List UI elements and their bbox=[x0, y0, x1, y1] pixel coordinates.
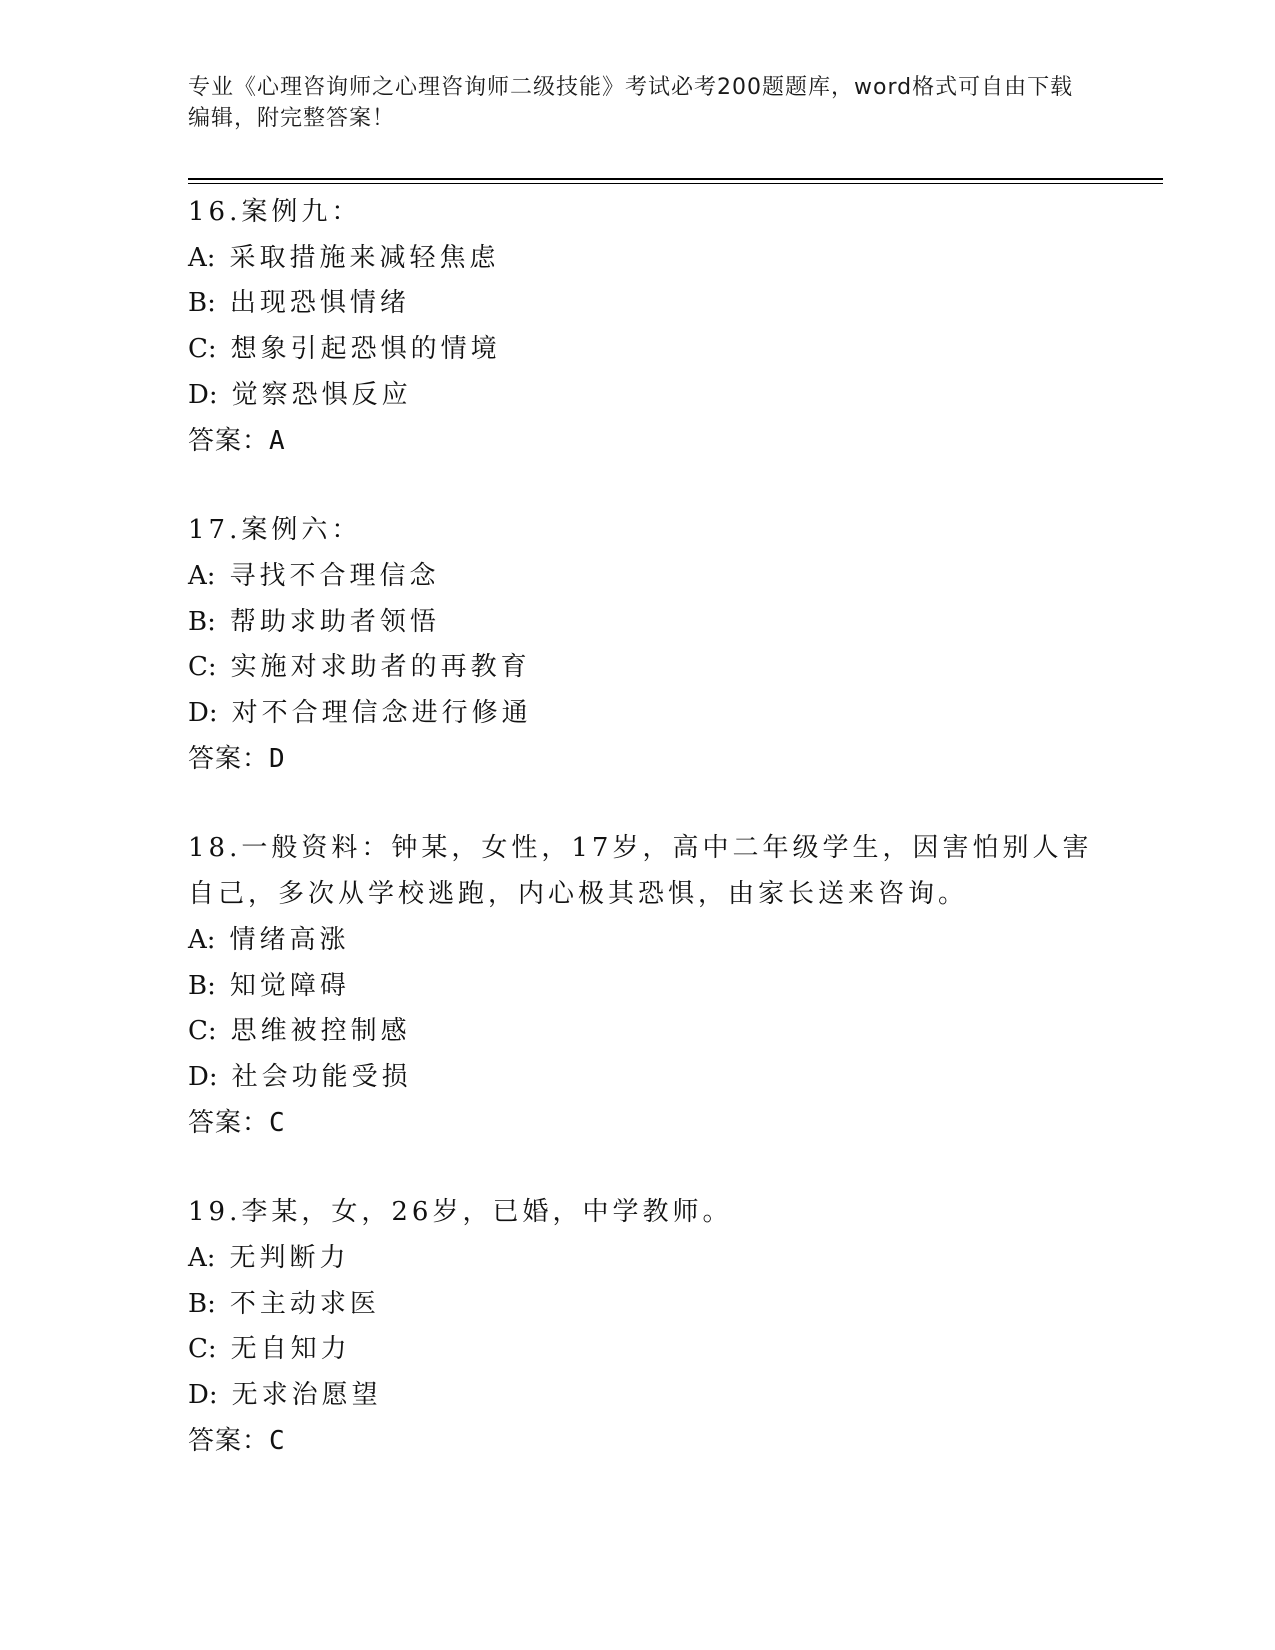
option-key: B bbox=[188, 970, 208, 1001]
option-text: 无判断力 bbox=[229, 1243, 350, 1274]
document-header: 专业《心理咨询师之心理咨询师二级技能》考试必考200题题库，word格式可自由下载编辑，附完整答案！ bbox=[188, 75, 1074, 131]
option-text: 对不合理信念进行修通 bbox=[231, 698, 532, 729]
option-key: B bbox=[188, 1288, 208, 1319]
option-key: C bbox=[188, 1334, 208, 1365]
option-key: C bbox=[188, 652, 208, 683]
question-number: 19. bbox=[188, 1197, 242, 1228]
option-c: C: 无自知力 bbox=[188, 1334, 351, 1365]
option-a: A: 无判断力 bbox=[188, 1243, 350, 1274]
option-c: C: 实施对求助者的再教育 bbox=[188, 652, 531, 683]
option-text: 寻找不合理信念 bbox=[229, 560, 440, 591]
option-c: C: 思维被控制感 bbox=[188, 1016, 411, 1047]
option-a: A: 情绪高涨 bbox=[188, 924, 350, 955]
option-key: D bbox=[188, 1061, 209, 1092]
option-text: 无自知力 bbox=[230, 1334, 351, 1365]
option-text: 知觉障碍 bbox=[229, 970, 350, 1001]
answer-line bbox=[188, 1419, 1128, 1465]
question-number: 16. bbox=[188, 197, 242, 227]
option-a: A: 采取措施来减轻焦虑 bbox=[188, 242, 500, 273]
option-c: C: 想象引起恐惧的情境 bbox=[188, 334, 501, 365]
answer-label: 答案： bbox=[188, 425, 270, 456]
option-key: B bbox=[188, 606, 208, 637]
question-text: 案例六： bbox=[241, 515, 362, 546]
option-text: 出现恐惧情绪 bbox=[229, 288, 410, 319]
option-b: B: 出现恐惧情绪 bbox=[188, 288, 410, 319]
option-key: B bbox=[188, 288, 208, 319]
option-key: A bbox=[188, 560, 207, 591]
option-text: 实施对求助者的再教育 bbox=[230, 652, 531, 683]
option-d: D: 社会功能受损 bbox=[188, 1061, 412, 1092]
answer-label: 答案： bbox=[188, 1107, 270, 1138]
header-divider-thick bbox=[188, 178, 1163, 180]
answer-line bbox=[188, 1101, 1128, 1147]
option-key: D bbox=[188, 698, 209, 729]
option-d: D: 对不合理信念进行修通 bbox=[188, 698, 532, 729]
option-text: 无求治愿望 bbox=[231, 1380, 382, 1411]
question-item bbox=[188, 1190, 1128, 1464]
answer-value: D bbox=[269, 743, 286, 774]
answer-value: A bbox=[269, 425, 286, 456]
option-d: D: 觉察恐惧反应 bbox=[188, 379, 412, 410]
option-text: 思维被控制感 bbox=[230, 1016, 411, 1047]
option-d: D: 无求治愿望 bbox=[188, 1380, 382, 1411]
option-text: 帮助求助者领悟 bbox=[229, 606, 440, 637]
option-text: 情绪高涨 bbox=[229, 924, 350, 955]
question-text: 案例九： bbox=[241, 197, 362, 227]
answer-value: C bbox=[269, 1425, 286, 1456]
question-item bbox=[188, 190, 1128, 464]
option-key: A bbox=[188, 242, 207, 273]
question-number: 18. bbox=[188, 833, 242, 864]
header-divider-thin bbox=[188, 183, 1163, 184]
option-key: C bbox=[188, 334, 208, 365]
option-b: B: 不主动求医 bbox=[188, 1288, 380, 1319]
question-item bbox=[188, 508, 1128, 782]
question-list bbox=[188, 190, 1128, 1509]
option-text: 想象引起恐惧的情境 bbox=[230, 334, 501, 365]
question-number: 17. bbox=[188, 515, 242, 546]
question-stem bbox=[188, 826, 1108, 917]
option-key: C bbox=[188, 1016, 208, 1047]
option-text: 不主动求医 bbox=[229, 1288, 380, 1319]
answer-label: 答案： bbox=[188, 743, 270, 774]
question-stem bbox=[188, 1190, 1108, 1236]
option-key: A bbox=[188, 924, 207, 955]
question-text: 一般资料：钟某，女性，17岁，高中二年级学生，因害怕别人害自己，多次从学校逃跑，内心极其恐惧，由家长送来咨询。 bbox=[188, 833, 1093, 910]
option-text: 觉察恐惧反应 bbox=[231, 379, 412, 410]
option-text: 采取措施来减轻焦虑 bbox=[229, 242, 500, 273]
option-b: B: 帮助求助者领悟 bbox=[188, 606, 440, 637]
option-text: 社会功能受损 bbox=[231, 1061, 412, 1092]
answer-line bbox=[188, 419, 1128, 465]
answer-line bbox=[188, 737, 1128, 783]
answer-label: 答案： bbox=[188, 1425, 270, 1456]
option-a: A: 寻找不合理信念 bbox=[188, 560, 440, 591]
option-key: D bbox=[188, 379, 209, 410]
answer-value: C bbox=[269, 1107, 286, 1138]
option-key: D bbox=[188, 1380, 209, 1411]
question-stem bbox=[188, 190, 1108, 236]
question-stem bbox=[188, 508, 1108, 554]
question-text: 李某，女，26岁，已婚，中学教师。 bbox=[241, 1197, 733, 1228]
option-key: A bbox=[188, 1243, 207, 1274]
question-item bbox=[188, 826, 1128, 1146]
option-b: B: 知觉障碍 bbox=[188, 970, 350, 1001]
